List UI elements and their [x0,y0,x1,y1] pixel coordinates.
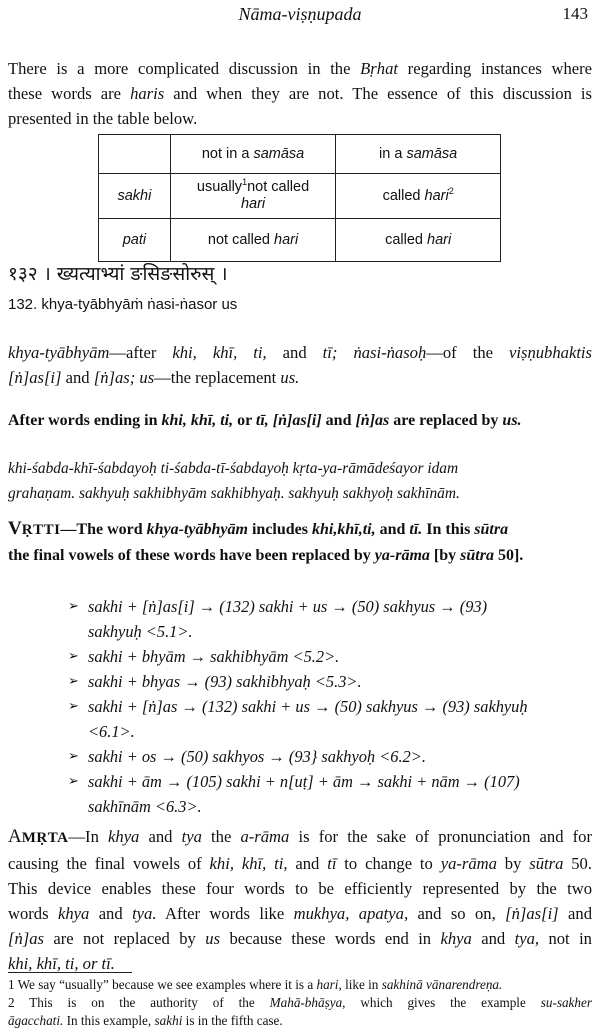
table-row [99,219,501,262]
text: includes [247,521,312,538]
text: hari [427,231,452,248]
text: mukhya, apatya, [293,904,409,923]
text: haris [130,84,165,103]
text: viṣṇubhaktis [509,343,592,362]
text: [ṅ]as [8,929,44,948]
text: [ṅ]as [355,412,390,429]
text: tī; ṅasi-ṅasoḥ [322,343,427,362]
text: samāsa [406,145,458,162]
text: not called [247,179,310,195]
arrow-bullet-icon: ➢ [68,699,79,714]
section-initial: V [8,518,22,539]
text: to change to [336,854,441,873]
text: khya-tyābhyām [8,343,110,362]
text: the final vowels of these words have been replaced by [8,547,375,564]
text: not in [539,929,592,948]
sutra-translation [8,408,592,433]
list-item [68,669,588,694]
text: khya [108,827,140,846]
running-head [0,4,600,30]
running-title: Nāma-viṣṇupada [238,4,362,24]
text: and [321,412,356,429]
amrta-section [8,824,592,976]
text: presented in the table below. [8,109,198,128]
table-cell [170,174,335,219]
text: 50]. [493,547,524,564]
text: sakhyuḥ <5.1>. [88,622,193,641]
text: sakhinā vānarendreṇa. [381,977,503,992]
section-heading: MṚTA [21,830,69,846]
text: <6.1>. [88,722,135,741]
text: a-rāma [240,827,290,846]
text: ya-rāma [440,854,497,873]
text: causing the final vowels of [8,854,210,873]
text: the [201,827,241,846]
text: called [385,231,427,248]
text: This device enables these four words to be efficiently represented by the two [8,879,592,898]
sutra-devanagari: १३२ । ख्यत्याभ्यां ङसिङसोरुस् । [8,263,228,285]
table-row-label [99,174,171,219]
text: [ṅ]as[i] [8,368,62,387]
text: us [205,929,221,948]
text: and [287,854,328,873]
text: sakhi + [ṅ]as[i] → (132) sakhi + us → (50) sakhyus → (93) [88,597,488,616]
text: words [8,904,58,923]
page-number: 143 [562,4,588,23]
text: samāsa [253,145,305,162]
hari-table [98,134,501,262]
text: 50. [563,854,592,873]
text: or [233,412,256,429]
text: is in the fifth case. [182,1013,283,1028]
text: sakhi + bhyām → sakhibhyām <5.2>. [88,647,340,666]
text: —the replacement [154,368,281,387]
text: hari [240,196,266,212]
text: khi, khī, ti, or tī. [8,954,115,973]
text: —In [68,827,109,846]
section-heading: ṚTTI [21,522,61,538]
intro-paragraph [8,56,592,131]
text: are not replaced by [43,929,206,948]
sutra-transliteration: 132. khya-tyābhyāṁ ṅasi-ṅasor us [8,296,238,313]
table-header-cell [170,135,335,174]
text: called [382,187,425,204]
text: usually [196,179,243,195]
text: khya [440,929,472,948]
text: these words are [8,84,131,103]
text: and when they are not. The essence of this discussion is [164,84,592,103]
text: sakhi [154,1013,183,1028]
text: tya. [132,904,157,923]
text: [ṅ]as[i] [505,904,559,923]
text: us. [280,368,300,387]
text: and [139,827,182,846]
table-row [99,174,501,219]
word-gloss [8,340,592,390]
text: hari [424,187,449,204]
text: There is a more complicated discussion in the [8,59,361,78]
text: , like in [338,977,382,992]
table-cell [336,219,501,262]
text: su-sakher [540,995,592,1010]
text: hari [274,231,299,248]
text: khi,khī,ti, [312,521,376,538]
text: sakhi [117,187,152,204]
text: In this [422,521,475,538]
table-cell [170,219,335,262]
text: sakhīnām <6.3>. [88,797,202,816]
vrtti-section [8,516,592,568]
text: tya [181,827,202,846]
text: sūtra [474,521,509,538]
text: [ṅ]as; us [93,368,155,387]
text: khi, khī, ti, [209,854,288,873]
text: and [266,343,323,362]
text: khi, khī, ti, [161,412,234,429]
text: and [471,929,515,948]
text: khya [57,904,90,923]
sanskrit-commentary [8,456,592,506]
text: , which gives the example [342,995,541,1010]
text: khi, khī, ti, [172,343,267,362]
text: tī [327,854,337,873]
text: tī, [ṅ]as[i] [255,412,322,429]
text: 1 We say “usually” because we see examples where it is a [8,977,317,992]
table-header-cell [336,135,501,174]
text: grahaṇam. sakhyuḥ sakhibhyām sakhibhyaḥ. sakhyuḥ sakhyoḥ sakhīnām. [8,485,460,502]
text: sakhi + os → (50) sakhyos → (93} sakhyoḥ <6.2>. [88,747,426,766]
text: —The word [60,521,147,538]
text: sūtra [529,854,564,873]
text: is for the sake of pronunciation and for [289,827,592,846]
text: khi-śabda-khī-śabdayoḥ ti-śabda-tī-śabdayoḥ kṛta-ya-rāmādeśayor idam [8,460,459,477]
text: and [375,521,410,538]
text: After words ending in [8,412,162,429]
list-item [68,644,588,669]
text: —of the [426,343,510,362]
text: by [496,854,530,873]
list-item [68,594,588,644]
table-row-label [99,219,171,262]
text: and [558,904,592,923]
text: Bṛhat [360,59,398,78]
text: not called [207,231,274,248]
footnote-ref: 1 [242,177,248,188]
text: āgacchati. [8,1013,64,1028]
arrow-bullet-icon: ➢ [68,749,79,764]
text: 2 This is on the authority of the [8,995,270,1010]
text: Mahā-bhāṣya [269,995,343,1010]
text: because these words end in [220,929,441,948]
arrow-bullet-icon: ➢ [68,649,79,664]
text: and [89,904,133,923]
arrow-bullet-icon: ➢ [68,599,79,614]
text: After words like [156,904,294,923]
text: —after [109,343,173,362]
text: and so on, [408,904,506,923]
text: tya, [514,929,540,948]
text: In this example, [63,1013,155,1028]
list-item [68,694,588,744]
text: hari [316,977,339,992]
footnotes [8,976,592,1030]
text: and [61,368,94,387]
text: tī. [409,521,423,538]
list-item [68,769,588,819]
text: sakhi + bhyas → (93) sakhibhyaḥ <5.3>. [88,672,362,691]
arrow-bullet-icon: ➢ [68,774,79,789]
text: in a [379,145,407,162]
text: pati [122,231,147,248]
table-cell [336,174,501,219]
text: sakhi + [ṅ]as → (132) sakhi + us → (50) sakhyus → (93) sakhyuḥ [88,697,528,716]
table-cell [99,135,171,174]
text: sakhi + ām → (105) sakhi + n[uṭ] + ām → sakhi + nām → (107) [88,772,520,791]
footnote-divider [8,972,132,973]
text: not in a [201,145,254,162]
text: sūtra [460,547,494,564]
table-row [99,135,501,174]
text: regarding instances where [397,59,592,78]
arrow-bullet-icon: ➢ [68,674,79,689]
list-item [68,744,588,769]
text: are replaced by [389,412,503,429]
text: [by [429,547,461,564]
derivation-list [68,594,588,819]
text: ya-rāma [374,547,430,564]
section-initial: A [8,826,22,847]
text: us. [502,412,522,429]
footnote-ref: 2 [448,185,454,196]
text: khya-tyābhyām [146,521,248,538]
